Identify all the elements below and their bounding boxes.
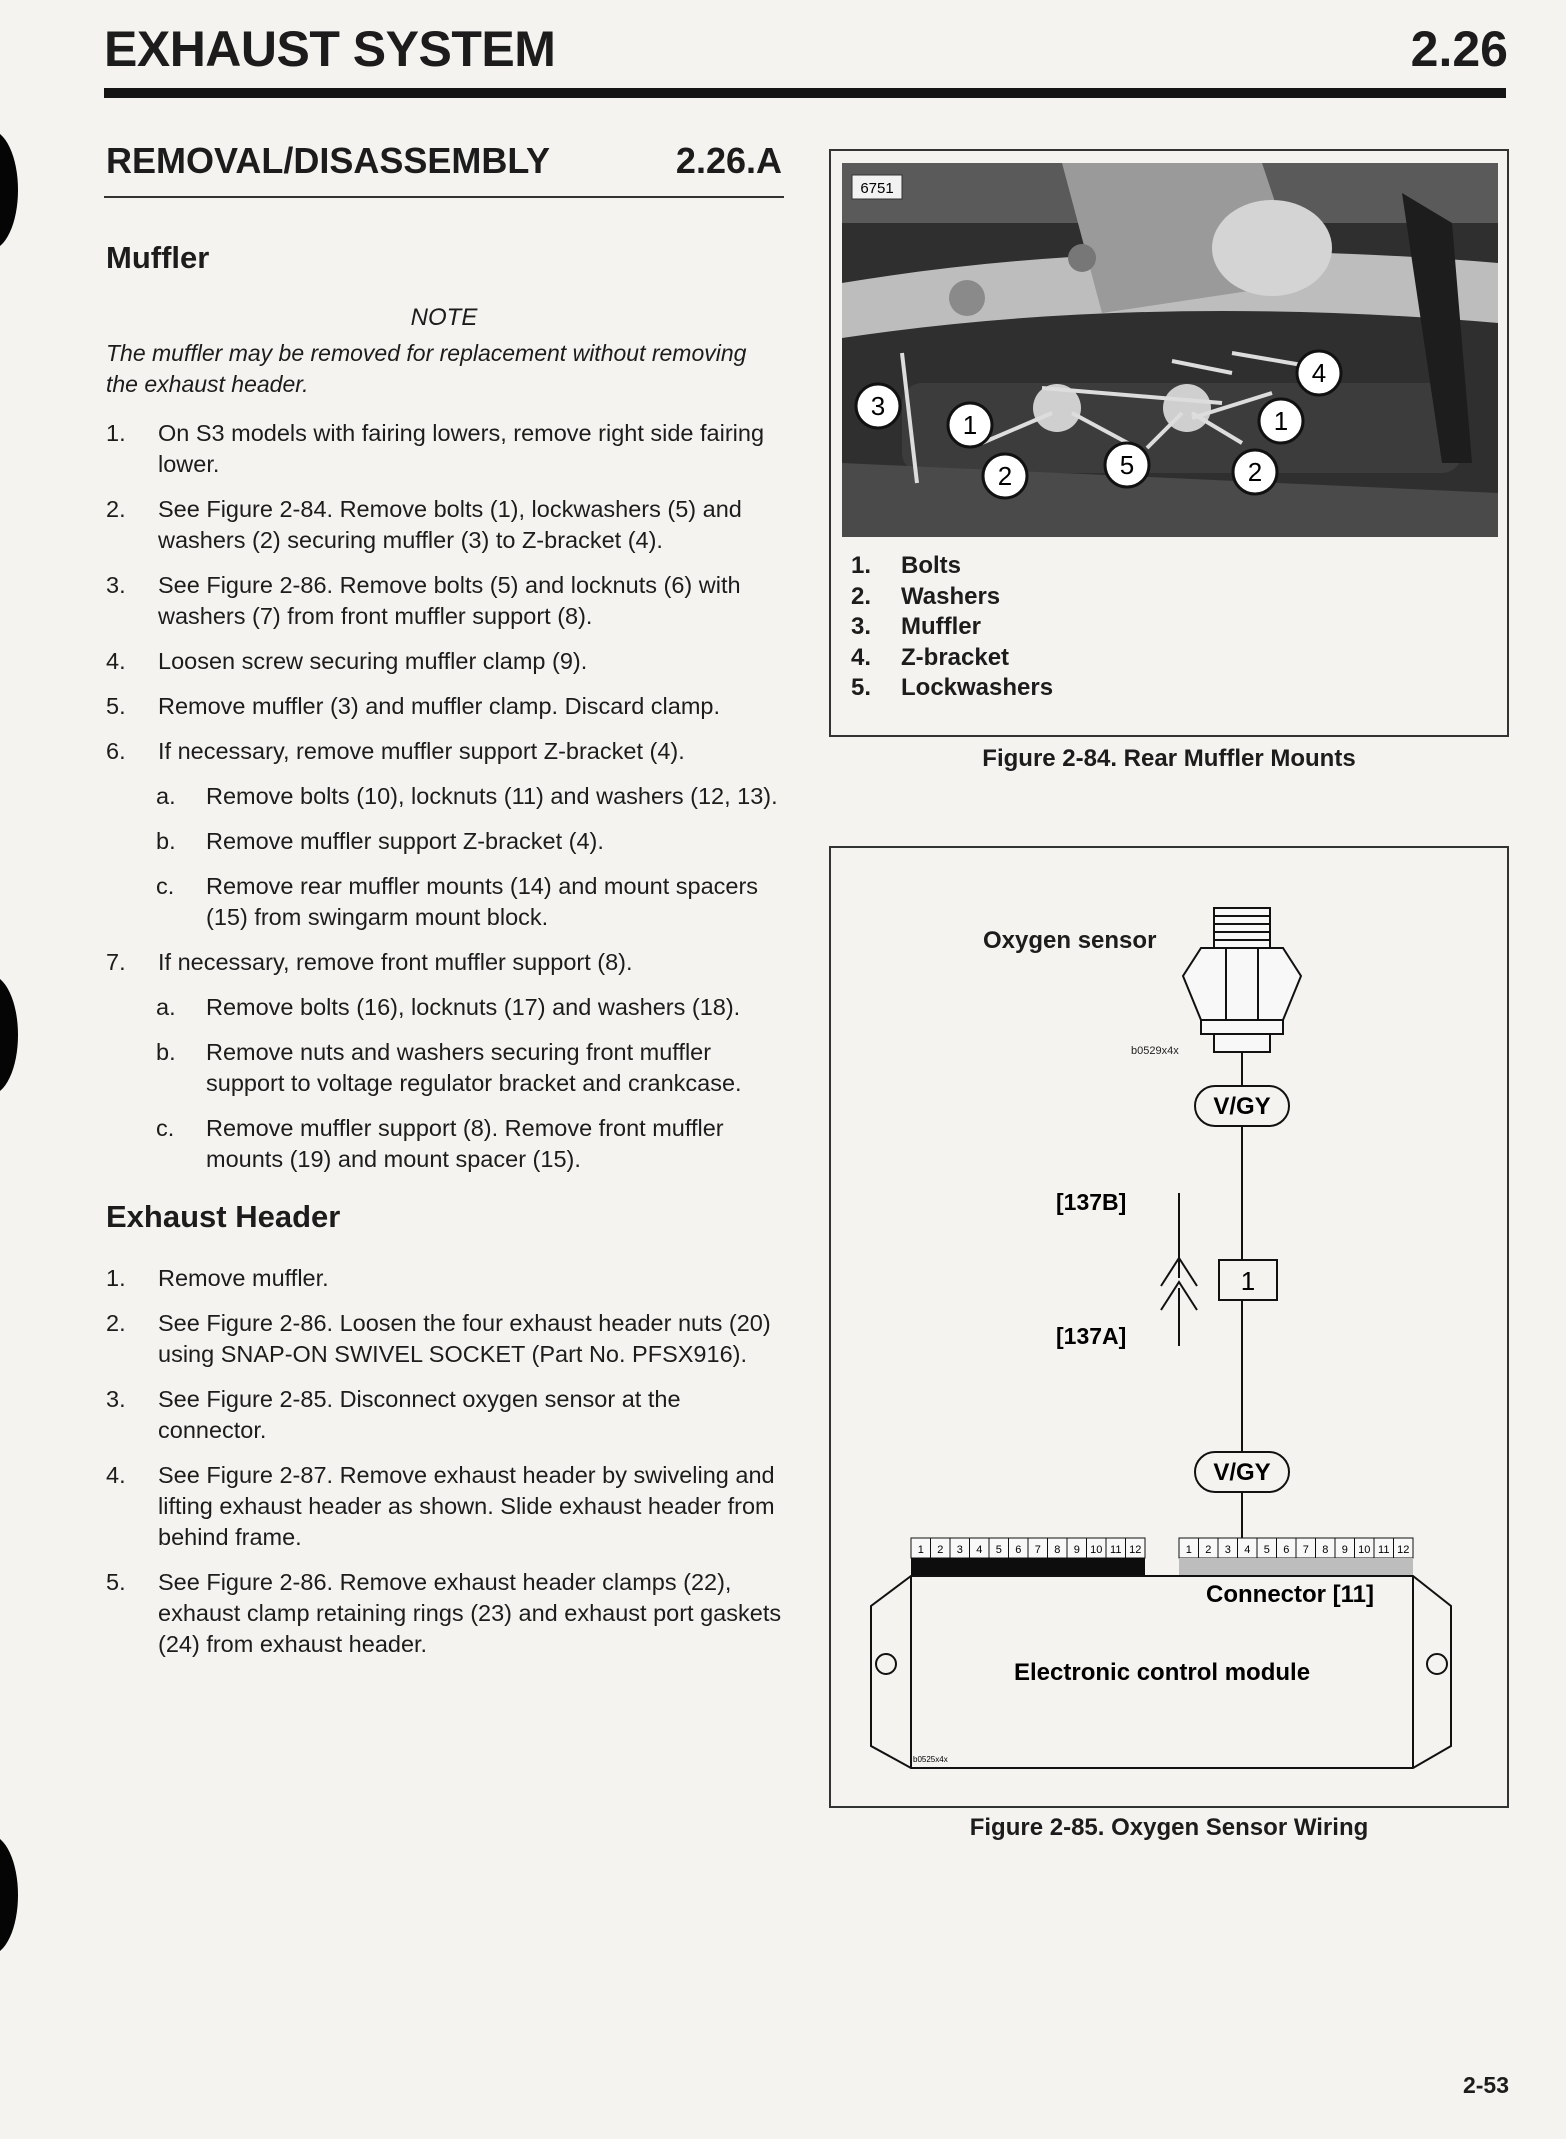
step-text: See Figure 2-86. Remove exhaust header clamps (22), exhaust clamp retaining rings (23) and exhaust port gaskets (24) from exhaust header. bbox=[158, 1569, 782, 1657]
pin-label: 8 bbox=[1322, 1544, 1329, 1556]
step-text: See Figure 2-85. Disconnect oxygen sensor at the connector. bbox=[158, 1386, 681, 1443]
oxygen-sensor-icon bbox=[1183, 908, 1301, 1052]
sub-step-letter: a. bbox=[156, 783, 176, 809]
step-item bbox=[104, 494, 784, 556]
pin-label: 9 bbox=[1341, 1544, 1348, 1556]
legend-label: Bolts bbox=[901, 552, 961, 579]
step-text: Remove muffler. bbox=[158, 1265, 329, 1291]
step-item bbox=[104, 1384, 784, 1446]
photo-illustration bbox=[842, 163, 1498, 537]
connector-gray-band bbox=[1179, 1558, 1413, 1576]
pin-label: 11 bbox=[1378, 1544, 1390, 1556]
exhaust-header-steps bbox=[104, 1263, 784, 1660]
sub-step-text: Remove muffler support Z-bracket (4). bbox=[206, 828, 604, 854]
sub-steps bbox=[156, 781, 784, 933]
connector-11-label: Connector [11] bbox=[1206, 1581, 1375, 1608]
pin-label: 8 bbox=[1054, 1544, 1061, 1556]
connector-137a-label: [137A] bbox=[1056, 1323, 1127, 1349]
pin-label: 5 bbox=[1263, 1544, 1270, 1556]
step-number: 2. bbox=[106, 1310, 126, 1336]
legend-item bbox=[851, 643, 1053, 674]
sub-step-item bbox=[156, 1113, 784, 1175]
figure-legend bbox=[851, 551, 1053, 704]
pin-label: 4 bbox=[1244, 1544, 1251, 1556]
legend-number: 1. bbox=[851, 552, 872, 579]
pin-strip-right bbox=[1179, 1538, 1413, 1558]
sub-step-text: Remove bolts (10), locknuts (11) and washers (12, 13). bbox=[206, 783, 778, 809]
pin-label: 1 bbox=[917, 1544, 924, 1556]
sub-step-item bbox=[156, 992, 784, 1023]
callout-2-right bbox=[1233, 450, 1277, 494]
step-item bbox=[104, 736, 784, 933]
step-number: 6. bbox=[106, 738, 126, 764]
step-number: 3. bbox=[106, 1386, 126, 1412]
connector-number-box bbox=[1219, 1260, 1277, 1300]
step-text: Loosen screw securing muffler clamp (9). bbox=[158, 648, 588, 674]
legend-item bbox=[851, 551, 1053, 582]
page-header-title: EXHAUST SYSTEM bbox=[104, 21, 556, 77]
svg-text:1: 1 bbox=[962, 410, 978, 440]
sensor-code: b0529x4x bbox=[1131, 1045, 1179, 1057]
step-number: 1. bbox=[106, 420, 126, 446]
pin-label: 3 bbox=[956, 1544, 963, 1556]
figure-84-caption: Figure 2-84. Rear Muffler Mounts bbox=[982, 745, 1356, 772]
pin-label: 6 bbox=[1015, 1544, 1022, 1556]
callout-1-right bbox=[1259, 399, 1303, 443]
pin-label: 6 bbox=[1283, 1544, 1290, 1556]
step-number: 4. bbox=[106, 648, 126, 674]
svg-text:V/GY: V/GY bbox=[1213, 1093, 1271, 1120]
pin-strip-left bbox=[911, 1538, 1145, 1558]
muffler-mount-photo bbox=[842, 163, 1498, 537]
oxygen-sensor-label: Oxygen sensor bbox=[983, 927, 1157, 954]
header-rule bbox=[104, 88, 1506, 98]
callout-3 bbox=[856, 384, 900, 428]
sub-step-letter: b. bbox=[156, 1039, 176, 1065]
pin-label: 3 bbox=[1224, 1544, 1231, 1556]
pin-label: 10 bbox=[1358, 1544, 1371, 1556]
pin-label: 12 bbox=[1397, 1544, 1410, 1556]
figure-rear-muffler-mounts bbox=[829, 149, 1509, 737]
section-number: 2.26.A bbox=[675, 140, 782, 181]
page-header-number: 2.26 bbox=[1410, 21, 1508, 77]
pin-label: 12 bbox=[1129, 1544, 1142, 1556]
legend-item bbox=[851, 673, 1053, 704]
svg-text:3: 3 bbox=[870, 391, 886, 421]
sub-step-item bbox=[156, 1037, 784, 1099]
svg-text:4: 4 bbox=[1311, 358, 1327, 388]
svg-text:2: 2 bbox=[997, 461, 1013, 491]
step-item bbox=[104, 691, 784, 722]
sub-step-item bbox=[156, 871, 784, 933]
callout-2-left bbox=[983, 454, 1027, 498]
wire-color-bottom bbox=[1195, 1452, 1289, 1492]
pin-label: 5 bbox=[995, 1544, 1002, 1556]
legend-number: 3. bbox=[851, 613, 872, 640]
step-number: 7. bbox=[106, 949, 126, 975]
step-item bbox=[104, 1567, 784, 1660]
legend-label: Washers bbox=[901, 582, 1001, 610]
sub-step-item bbox=[156, 826, 784, 857]
pin-label: 2 bbox=[937, 1544, 944, 1556]
svg-text:V/GY: V/GY bbox=[1213, 1459, 1271, 1486]
wire-color-top bbox=[1195, 1086, 1289, 1126]
sub-step-item bbox=[156, 781, 784, 812]
step-number: 3. bbox=[106, 572, 126, 598]
step-item bbox=[104, 1263, 784, 1294]
note-text: The muffler may be removed for replacement without removing the exhaust header. bbox=[106, 340, 747, 397]
pin-label: 4 bbox=[976, 1544, 983, 1556]
legend-item bbox=[851, 582, 1053, 613]
section-heading bbox=[104, 140, 784, 198]
legend-number: 5. bbox=[851, 674, 872, 701]
pin-label: 7 bbox=[1302, 1544, 1309, 1556]
step-number: 5. bbox=[106, 693, 126, 719]
step-text: On S3 models with fairing lowers, remove right side fairing lower. bbox=[158, 420, 765, 477]
step-text: If necessary, remove front muffler support (8). bbox=[158, 949, 633, 975]
step-item bbox=[104, 947, 784, 1175]
sub-step-letter: a. bbox=[156, 994, 176, 1020]
text-column bbox=[104, 140, 784, 1674]
note-label: NOTE bbox=[410, 304, 478, 331]
sub-step-letter: c. bbox=[156, 1115, 175, 1141]
pin-label: 7 bbox=[1034, 1544, 1041, 1556]
step-item bbox=[104, 1308, 784, 1370]
pin-label: 10 bbox=[1090, 1544, 1103, 1556]
sub-step-letter: b. bbox=[156, 828, 176, 854]
sub-step-text: Remove muffler support (8). Remove front muffler mounts (19) and mount spacer (15). bbox=[206, 1115, 724, 1172]
step-text: See Figure 2-86. Remove bolts (5) and locknuts (6) with washers (7) from front muffler support (8). bbox=[158, 572, 741, 629]
figure-85-caption: Figure 2-85. Oxygen Sensor Wiring bbox=[969, 1814, 1369, 1841]
legend-label: Muffler bbox=[901, 613, 981, 640]
legend-number: 2. bbox=[851, 582, 872, 610]
step-text: See Figure 2-84. Remove bolts (1), lockwashers (5) and washers (2) securing muffler (3) to Z-bracket (4). bbox=[158, 496, 742, 553]
step-item bbox=[104, 418, 784, 480]
legend-label: Z-bracket bbox=[901, 643, 1010, 671]
pin-label: 9 bbox=[1073, 1544, 1080, 1556]
pin-label: 1 bbox=[1185, 1544, 1192, 1556]
step-item bbox=[104, 646, 784, 677]
exhaust-header-heading: Exhaust Header bbox=[106, 1199, 341, 1234]
svg-text:2: 2 bbox=[1247, 457, 1263, 487]
ecm-code: b0525x4x bbox=[913, 1755, 948, 1764]
legend-label: Lockwashers bbox=[901, 674, 1054, 701]
binder-hole bbox=[0, 130, 18, 250]
connector-symbol bbox=[1161, 1193, 1197, 1346]
sub-step-letter: c. bbox=[156, 873, 175, 899]
section-title: REMOVAL/DISASSEMBLY bbox=[106, 140, 551, 181]
step-number: 2. bbox=[106, 496, 126, 522]
sub-step-text: Remove rear muffler mounts (14) and mount spacers (15) from swingarm mount block. bbox=[206, 873, 759, 930]
step-text: Remove muffler (3) and muffler clamp. Discard clamp. bbox=[158, 693, 721, 719]
callout-1-left bbox=[948, 403, 992, 447]
binder-hole bbox=[0, 1835, 18, 1955]
pin-label: 2 bbox=[1205, 1544, 1212, 1556]
callout-5 bbox=[1105, 443, 1149, 487]
step-text: If necessary, remove muffler support Z-bracket (4). bbox=[158, 738, 685, 764]
photo-id: 6751 bbox=[860, 180, 894, 197]
sub-step-text: Remove bolts (16), locknuts (17) and washers (18). bbox=[206, 994, 741, 1020]
svg-text:5: 5 bbox=[1119, 450, 1135, 480]
sub-steps bbox=[156, 992, 784, 1175]
step-text: See Figure 2-87. Remove exhaust header by swiveling and lifting exhaust header as shown. Slide exhaust header from behind frame. bbox=[158, 1462, 775, 1550]
connector-black-band bbox=[911, 1558, 1145, 1576]
svg-text:1: 1 bbox=[1240, 1266, 1256, 1296]
page-number: 2-53 bbox=[1462, 2072, 1509, 2098]
callout-4 bbox=[1297, 351, 1341, 395]
connector-137b-label: [137B] bbox=[1056, 1189, 1127, 1215]
binder-hole bbox=[0, 975, 18, 1095]
step-item bbox=[104, 1460, 784, 1553]
ecm-label: Electronic control module bbox=[1014, 1659, 1311, 1686]
figure-oxygen-sensor-wiring bbox=[829, 846, 1509, 1808]
pin-label: 11 bbox=[1110, 1544, 1122, 1556]
step-item bbox=[104, 570, 784, 632]
step-number: 4. bbox=[106, 1462, 126, 1488]
legend-number: 4. bbox=[851, 643, 872, 671]
svg-text:1: 1 bbox=[1273, 406, 1289, 436]
muffler-steps bbox=[104, 418, 784, 1175]
wiring-diagram bbox=[831, 848, 1511, 1810]
step-text: See Figure 2-86. Loosen the four exhaust header nuts (20) using SNAP-ON SWIVEL SOCKET (Part No. PFSX916). bbox=[158, 1310, 771, 1367]
sub-step-text: Remove nuts and washers securing front muffler support to voltage regulator bracket and crankcase. bbox=[206, 1039, 742, 1096]
legend-item bbox=[851, 612, 1053, 643]
step-number: 1. bbox=[106, 1265, 126, 1291]
step-number: 5. bbox=[106, 1569, 126, 1595]
muffler-heading: Muffler bbox=[106, 240, 210, 275]
